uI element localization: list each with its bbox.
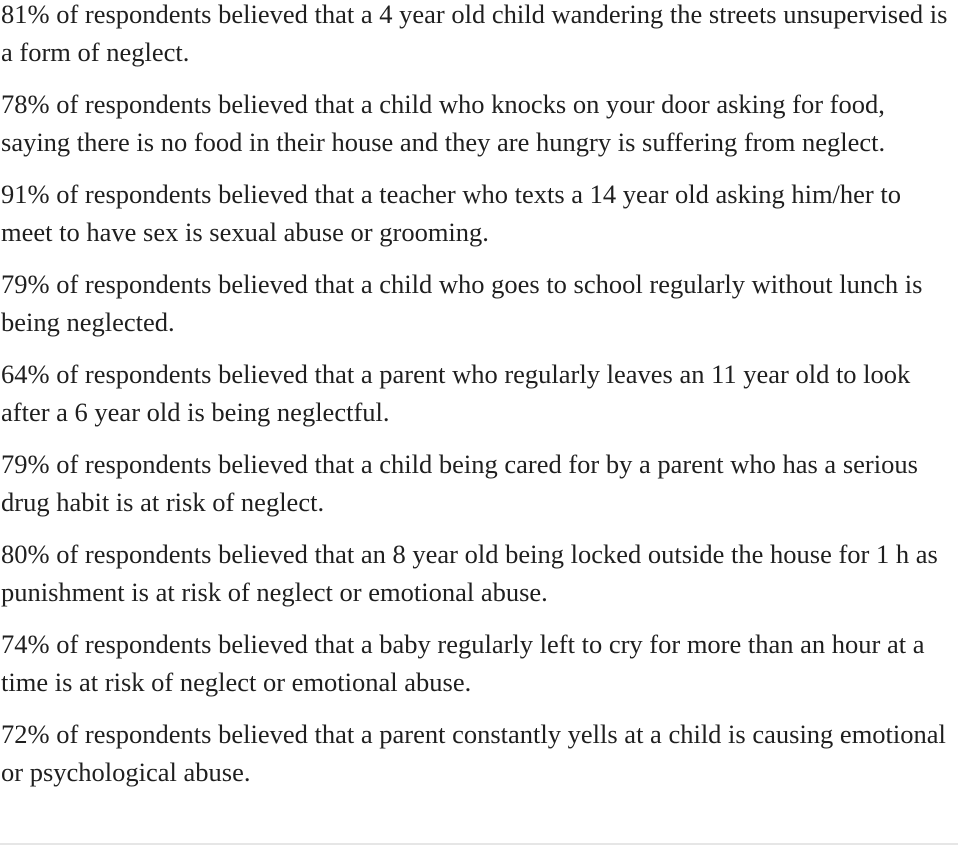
finding-paragraph: 91% of respondents believed that a teacher who texts a 14 year old asking him/her to meet to have sex is sexual abuse or grooming.: [1, 179, 901, 247]
finding-paragraph: 79% of respondents believed that a child who goes to school regularly without lunch is being neglected.: [1, 269, 923, 337]
finding-paragraph: 72% of respondents believed that a parent constantly yells at a child is causing emotional or psychological abuse.: [1, 719, 946, 787]
finding-paragraph: 79% of respondents believed that a child being cared for by a parent who has a serious drug habit is at risk of neglect.: [1, 449, 918, 517]
survey-findings-list: [1, 0, 955, 805]
finding-paragraph: 81% of respondents believed that a 4 year old child wandering the streets unsupervised is a form of neglect.: [1, 0, 948, 67]
finding-paragraph: 80% of respondents believed that an 8 year old being locked outside the house for 1 h as punishment is at risk of neglect or emotional abuse.: [1, 539, 938, 607]
finding-paragraph: 74% of respondents believed that a baby regularly left to cry for more than an hour at a time is at risk of neglect or emotional abuse.: [1, 629, 925, 697]
finding-paragraph: 64% of respondents believed that a parent who regularly leaves an 11 year old to look after a 6 year old is being neglectful.: [1, 359, 911, 427]
finding-paragraph: 78% of respondents believed that a child who knocks on your door asking for food, saying there is no food in their house and they are hungry is suffering from neglect.: [1, 89, 886, 157]
bottom-divider: [0, 843, 958, 845]
